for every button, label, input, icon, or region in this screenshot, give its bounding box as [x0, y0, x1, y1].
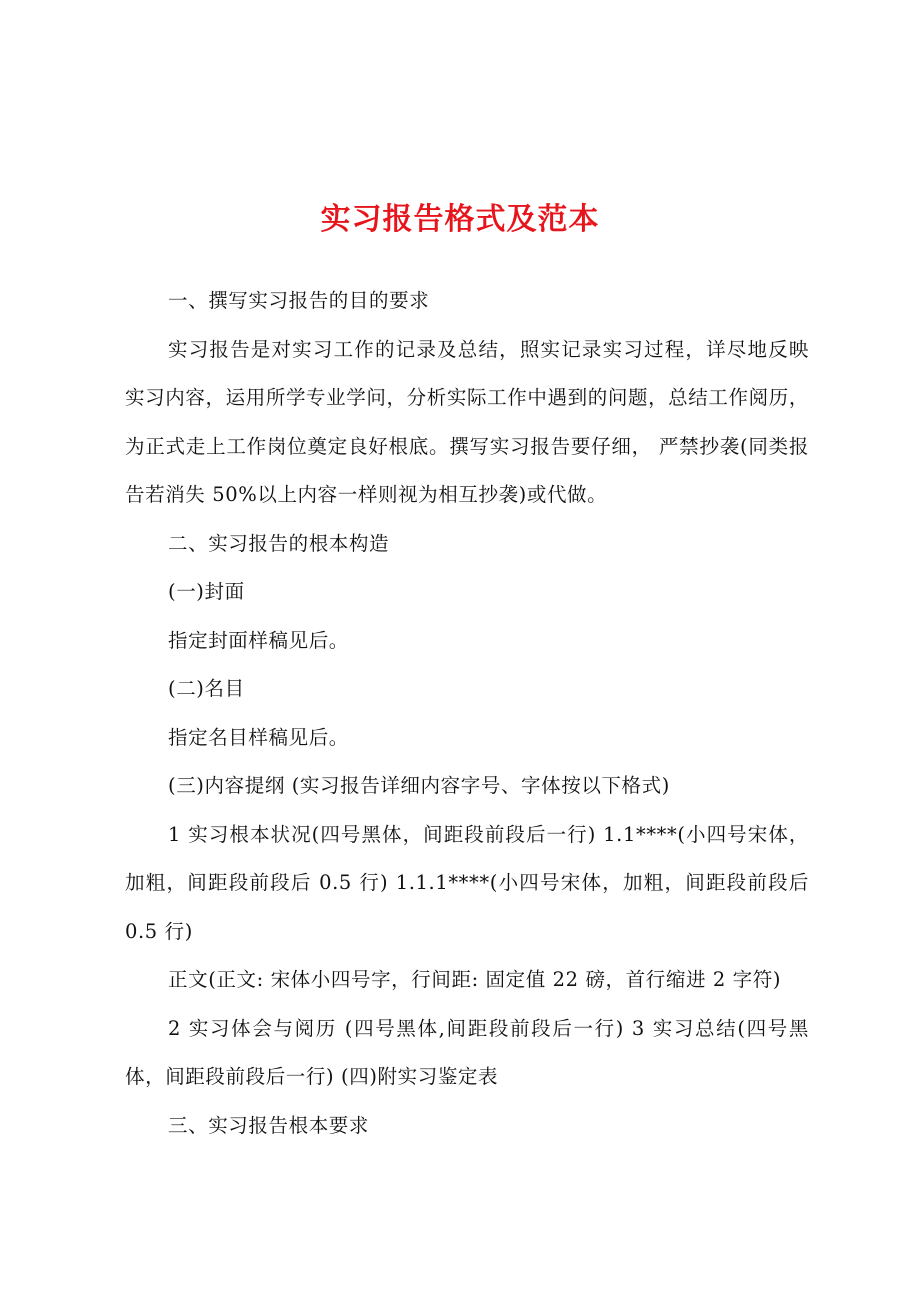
- document-title: 实习报告格式及范本: [320, 202, 600, 237]
- section-heading-2: 二、实习报告的根本构造: [168, 531, 390, 555]
- section-heading-3: 三、实习报告根本要求: [168, 1113, 370, 1137]
- document-body: [125, 277, 809, 1150]
- paragraph-purpose: 实习报告是对实习工作的记录及总结，照实记录实习过程，详尽地反映实习内容，运用所学专业学问，分析实际工作中遇到的问题，总结工作阅历，为正式走上工作岗位奠定良好根底。撰写实习报告要仔细， 严禁抄袭(同类报告若消失 50%以上内容一样则视为相互抄袭)或代做。: [125, 337, 809, 506]
- section-heading-1: 一、撰写实习报告的目的要求: [168, 289, 430, 312]
- paragraph-format-2: 2 实习体会与阅历 (四号黑体,间距段前段后一行) 3 实习总结(四号黑体，间距段前段后一行) (四)附实习鉴定表: [125, 1016, 809, 1088]
- paragraph-body-format: 正文(正文: 宋体小四号字，行间距: 固定值 22 磅，首行缩进 2 字符): [168, 968, 782, 991]
- subheading-outline: (三)内容提纲 (实习报告详细内容字号、字体按以下格式): [168, 774, 670, 797]
- paragraph-format-1: 1 实习根本状况(四号黑体，间距段前段后一行) 1.1****(小四号宋体，加粗，间距段前段后 0.5 行) 1.1.1****(小四号宋体，加粗，间距段前段后 0.5 行): [125, 822, 809, 943]
- paragraph-cover: 指定封面样稿见后。: [168, 628, 349, 652]
- subheading-cover: (一)封面: [168, 580, 245, 603]
- subheading-contents: (二)名目: [168, 677, 245, 700]
- paragraph-contents: 指定名目样稿见后。: [168, 725, 349, 749]
